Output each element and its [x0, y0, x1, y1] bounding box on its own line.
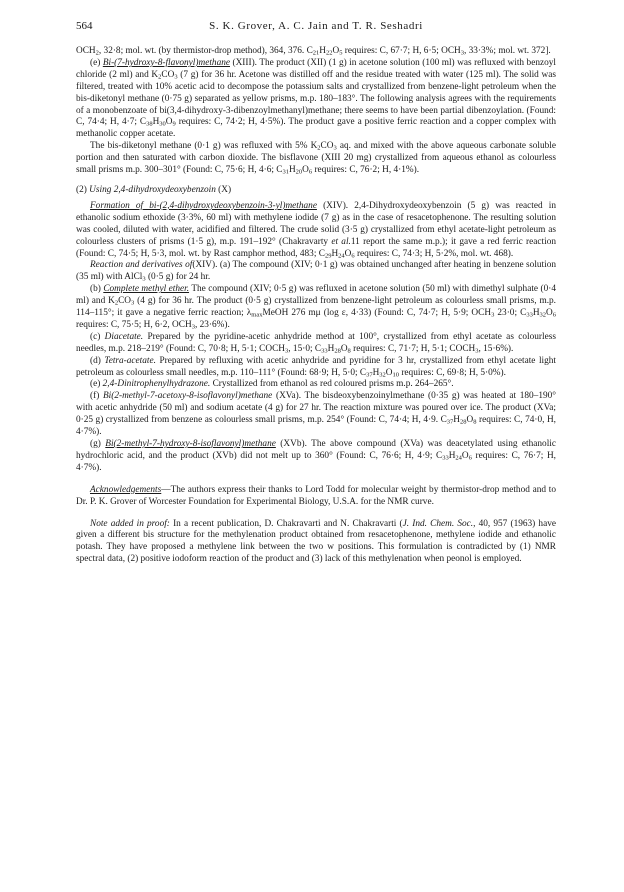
- italic-text: Acknowledgements: [90, 484, 162, 495]
- text-run: , 23·6%).: [194, 319, 230, 330]
- paragraph-p6: [76, 284, 556, 332]
- paragraph-p9: [76, 379, 556, 391]
- paragraph-p1: [76, 58, 556, 141]
- subscript: 2: [95, 49, 99, 57]
- text-run: aq. and mixed with the above aqueous carbonate soluble portion and then saturated with carbon dioxide. The bisflavone (XIII 20 mg) crystallized from aqueous ethanol as colourless small prisms m.p. 300–301° (Found: C, 75·6; H, 4·6; C: [76, 141, 556, 176]
- subscript: 37: [446, 418, 454, 426]
- text-run: (f): [90, 391, 103, 402]
- page-number: 564: [76, 20, 93, 32]
- text-run: In a recent publication, D. Chakravarti and N. Chakravarti (: [169, 518, 403, 529]
- subscript: 2: [114, 299, 119, 307]
- text-run: (0·5 g) for 24 hr.: [145, 272, 211, 283]
- running-header: [76, 20, 556, 32]
- italic-text: Note added in proof:: [90, 518, 170, 529]
- subscript: 29: [324, 252, 332, 259]
- text-run: , 40, 957 (1963) have given a different bis structure for the methylenation product obtained from resacetophenone, methylene iodide and ethanolic potash. They have proposed a methylene link between the two w positions. This formulation is contradicted by (1) NMR spectral data, (2) positive iodoform reaction of the product and (3) lack of this methylenation when peonol is employed.: [76, 518, 556, 565]
- text-run: (e): [90, 57, 103, 68]
- subscript: 24: [455, 454, 462, 462]
- paragraph-p13: [76, 519, 556, 567]
- text-run: (b): [90, 284, 104, 295]
- text-run: O: [385, 367, 393, 378]
- text-run: (XIV). (a) The compound (XIV; 0·1 g) was obtained unchanged after heating in benzene solution (35 ml) with AlCl: [76, 260, 557, 283]
- text-run: O: [332, 46, 340, 56]
- italic-text: Diacetate.: [104, 331, 144, 342]
- subscript: 3: [142, 275, 146, 283]
- journal-page: [76, 20, 556, 566]
- running-head-authors: S. K. Grover, A. C. Jain and T. R. Seshadri: [209, 20, 423, 32]
- text-run: H: [319, 46, 326, 56]
- text-run: (XVa). The bisdeoxybenzoinylmethane (0·35 g) was heated at 180–190° with acetic anhydride (50 ml) and sodium acetate (4 g) for 27 hr. The reaction mixture was poured over ice. The product (XVa; 0·25 g) crystallized from benzene as colourless small prisms, m.p. 254° (Found: C, 74·4; H, 4·9. C: [76, 391, 556, 426]
- text-run: , 15·6%).: [478, 343, 514, 354]
- subscript: 20: [295, 168, 303, 176]
- subscript: 28: [334, 347, 341, 355]
- italic-text: Complete methyl ether.: [103, 284, 190, 295]
- text-run: H: [372, 367, 380, 378]
- text-run: (X): [215, 184, 232, 195]
- paragraph-p12: [76, 485, 556, 509]
- text-run: The compound (XIV; 0·5 g) was refluxed in acetone solution (50 ml) with dimethyl sulphate (0·4 ml) and K: [76, 284, 556, 307]
- italic-text: Reaction and derivatives of: [90, 260, 193, 271]
- subscript: 2: [317, 144, 321, 152]
- text-run: H: [288, 165, 296, 176]
- text-run: O: [466, 415, 474, 426]
- text-run: H: [331, 248, 339, 259]
- subscript: 3: [460, 49, 464, 57]
- text-run: H: [152, 117, 160, 128]
- subscript: 32: [539, 311, 547, 319]
- subscript: 38: [146, 120, 153, 128]
- paragraph-p2: [76, 141, 556, 177]
- subscript: 3: [174, 73, 178, 81]
- text-run: CO: [161, 69, 175, 80]
- text-run: requires: C, 74·2; H, 4·5%). The product gave a positive ferric reaction and a copper complex with methanolic copper acetate.: [76, 117, 557, 140]
- text-run: , 32·8; mol. wt. (by thermistor-drop method), 364, 376. C: [98, 46, 313, 56]
- italic-text: Bi-(7-hydroxy-8-flavonyl)methane: [102, 57, 230, 68]
- text-run: Prepared by the pyridine-acetic anhydride method at 100°, crystallized from ethyl acetate as colourless needles, m.p. 218–219° (Found: C, 70·8; H, 5·1; COCH: [76, 331, 556, 354]
- text-run: H: [327, 343, 335, 354]
- italic-text: Bi(2-methyl-7-hydroxy-8-isoflavonyl)methane: [105, 439, 276, 449]
- subscript: 9: [172, 120, 176, 128]
- text-run: CO: [118, 296, 132, 307]
- text-run: requires: C, 74·3; H, 5·2%, mol. wt. 468).: [354, 248, 514, 259]
- text-run: requires: C, 76·7; H, 4·7%).: [76, 450, 556, 473]
- text-run: requires: C, 69·8; H, 5·0%).: [399, 367, 506, 378]
- italic-text: Using 2,4-dihydroxydeoxybenzoin: [89, 184, 216, 195]
- text-run: CO: [320, 141, 334, 152]
- text-run: requires: C, 74·0, H, 4·7%).: [76, 415, 556, 438]
- text-run: (7 g) for 36 hr. Acetone was distilled off and the residue treated with water (125 ml). The solid was filtered, treated with 10% acetic acid to decompose the potassium salts and crystallized from benzene-light petroleum when the bis-diketonyl methane (0·75 g) separated as yellow prisms, m.p. 180–183°. The following analysis agrees with the requirements of a monobenzoate of bi(3,4-dihydroxy-3-dibenzoylmethanyl)methane; there seems to have been partial dibenzoylation. (Found: C, 74·4; H, 4·7; C: [76, 69, 556, 128]
- subscript: 33: [442, 454, 449, 462]
- text-run: H: [448, 450, 456, 461]
- subscript: 6: [552, 311, 557, 319]
- italic-text: 2,4-Dinitrophenylhydrazone.: [102, 379, 211, 390]
- subscript: 28: [460, 418, 467, 426]
- subscript: 10: [392, 371, 400, 379]
- subscript: 8: [347, 347, 351, 355]
- text-run: , 33·3%; mol. wt. 372].: [463, 46, 551, 56]
- subscript: 6: [351, 252, 355, 259]
- subscript: 37: [366, 371, 373, 379]
- text-run: (g): [90, 439, 106, 449]
- text-run: (XIV). 2,4-Dihydroxydeoxybenzoin (5 g) was reacted in ethanolic sodium ethoxide (3·3%, 60 ml) with methylene iodide (7 g) as in the case of resacetophenone. The resulting solution was cooled, diluted with water, acidified and filtered. The crude solid (3·5 g) crystallized from ethyl acetate-light petroleum as colourless clusters of prisms (1·5 g), m.p. 191–192° (Chakravarty: [76, 200, 556, 247]
- text-run: The bis-diketonyl methane (0·1 g) was refluxed with 5% K: [90, 141, 318, 152]
- text-run: O: [165, 117, 173, 128]
- subscript: 31: [282, 168, 289, 176]
- text-run: requires: C, 71·7; H, 5·1; COCH: [350, 343, 476, 354]
- subscript: 5: [339, 49, 343, 57]
- subscript: 3: [285, 347, 289, 355]
- text-run: —The authors express their thanks to Lord Todd for molecular weight by thermistor-drop method and to Dr. P. K. Grover of Worcester Foundation for Experimental Biology, U.S.A. for the NMR curve.: [76, 484, 556, 507]
- subscript: 6: [468, 454, 472, 462]
- text-run: (2): [76, 184, 90, 195]
- subscript: 32: [379, 371, 386, 379]
- subscript: 3: [131, 299, 135, 307]
- text-run: Prepared by refluxing with acetic anhydride and pyridine for 3 hr, crystallized from ethyl acetate light petroleum as colourless small needles, m.p. 110–111° (Found: 68·9; H, 5·0; C: [76, 355, 557, 378]
- paragraph-p0: [76, 46, 556, 58]
- text-run: O: [546, 308, 553, 319]
- text-run: requires: C, 76·2; H, 4·1%).: [312, 165, 420, 176]
- paragraph-p5: [76, 260, 556, 284]
- text-run: O: [344, 248, 352, 259]
- subscript: max: [251, 311, 263, 319]
- italic-text: Bi(2-methyl-7-acetoxy-8-isoflavonyl)methane: [102, 391, 273, 402]
- subscript: 2: [158, 73, 162, 81]
- paragraph-p4: [76, 201, 556, 261]
- subscript: 3: [491, 311, 495, 319]
- italic-text: et al.: [331, 236, 351, 247]
- text-run: (XIII). The product (XII) (1 g) in acetone solution (100 ml) was refluxed with benzoyl chloride (2 ml) and K: [76, 57, 556, 80]
- text-run: H: [532, 308, 540, 319]
- text-run: requires: C, 67·7; H, 6·5; OCH: [342, 46, 461, 56]
- text-run: O: [340, 343, 348, 354]
- paragraph-p10: [76, 391, 556, 439]
- text-run: 23·0; C: [494, 308, 527, 319]
- text-run: MeOH 276 mμ (log ε, 4·33) (Found: C, 74·7; H, 5·9; OCH: [262, 308, 492, 319]
- text-run: O: [461, 450, 469, 461]
- paragraph-p8: [76, 356, 556, 380]
- subscript: 3: [333, 144, 337, 152]
- subscript: 3: [475, 347, 479, 355]
- text-run: requires: C, 75·5; H, 6·2, OCH: [76, 319, 192, 330]
- italic-text: Tetra-acetate.: [104, 355, 156, 366]
- italic-text: J. Ind. Chem. Soc.: [402, 518, 474, 529]
- text-run: , 15·0; C: [288, 343, 322, 354]
- text-run: O: [302, 165, 309, 176]
- text-run: (d): [90, 355, 105, 366]
- italic-text: Formation of bi-(2,4-dihydroxydeoxybenzoin-3-yl)methane: [90, 200, 317, 211]
- subscript: 8: [473, 418, 477, 426]
- subscript: 3: [191, 323, 195, 331]
- subscript: 30: [159, 120, 166, 128]
- text-run: (e): [90, 379, 103, 390]
- text-run: (XVb). The above compound (XVa) was deacetylated using ethanolic hydrochloric acid, and the product (XVb) did not melt up to 360° (Found: C, 76·6; H, 4·9; C: [76, 439, 557, 461]
- text-run: OCH: [76, 46, 96, 56]
- paragraph-p11: [76, 439, 556, 475]
- text-run: H: [453, 415, 461, 426]
- subscript: 33: [526, 311, 533, 319]
- text-run: 11 report the same m.p.); it gave a red ferric reaction (Found: C, 74·5; H, 5·3, mol. wt. by Rast camphor method, 483; C: [76, 236, 556, 259]
- subscript: 24: [338, 252, 345, 259]
- paragraph-p7: [76, 332, 556, 356]
- subscript: 21: [312, 49, 320, 57]
- article-body: [76, 46, 556, 566]
- text-run: (4 g) for 36 hr. The product (0·5 g) crystallized from benzene-light petroleum as colourless small prisms, m.p. 114–115°; it gave a negative ferric reaction; λ: [76, 296, 556, 319]
- text-run: (c): [90, 331, 105, 342]
- text-run: Crystallized from ethanol as red coloured prisms m.p. 264–265°.: [210, 379, 454, 390]
- paragraph-p3: [76, 185, 556, 197]
- subscript: 22: [326, 49, 333, 57]
- subscript: 6: [308, 168, 313, 176]
- subscript: 33: [321, 347, 328, 355]
